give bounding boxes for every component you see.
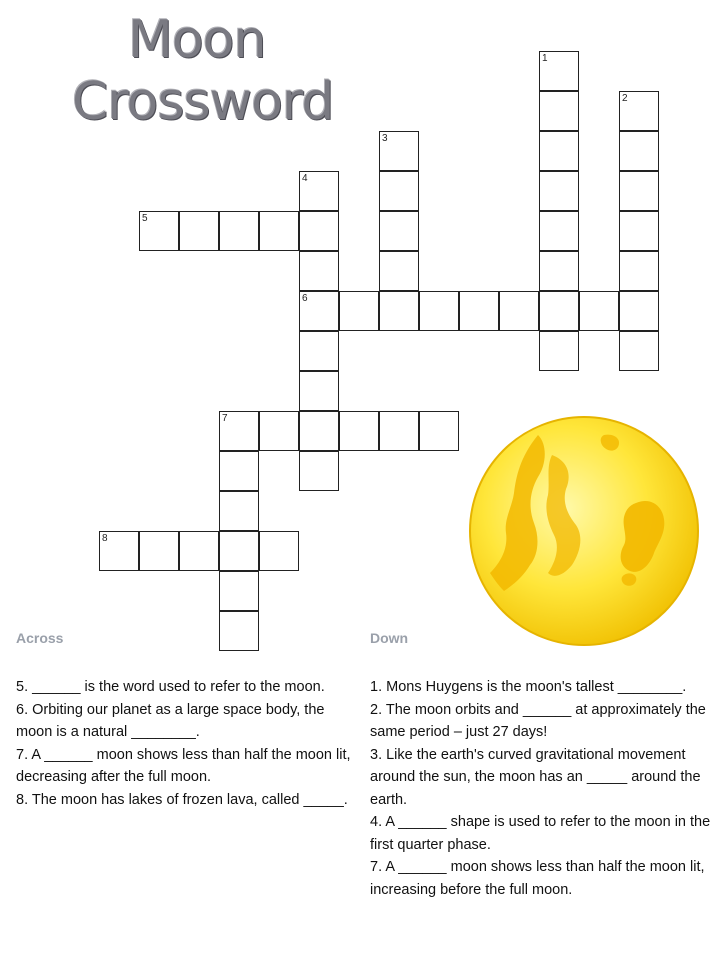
crossword-cell[interactable] <box>339 411 379 451</box>
clue-number: 7 <box>222 413 228 424</box>
crossword-cell[interactable] <box>499 291 539 331</box>
crossword-cell[interactable] <box>379 291 419 331</box>
clue-number: 5 <box>142 213 148 224</box>
across-clue-8: 8. The moon has lakes of frozen lava, called _____. <box>16 791 348 808</box>
crossword-cell[interactable] <box>619 211 659 251</box>
crossword-cell[interactable] <box>259 531 299 571</box>
clue-number: 8 <box>102 533 108 544</box>
crossword-cell[interactable] <box>379 211 419 251</box>
crossword-cell[interactable] <box>299 291 339 331</box>
crossword-cell[interactable] <box>219 571 259 611</box>
crossword-cell[interactable] <box>379 131 419 171</box>
crossword-cell[interactable] <box>219 211 259 251</box>
crossword-cell[interactable] <box>619 131 659 171</box>
down-clue-3: 3. Like the earth's curved gravitational movement around the sun, the moon has an _____ around the earth. <box>370 746 701 808</box>
across-heading: Across <box>16 630 64 646</box>
crossword-cell[interactable] <box>539 91 579 131</box>
crossword-cell[interactable] <box>459 291 499 331</box>
clue-number: 4 <box>302 173 308 184</box>
crossword-cell[interactable] <box>539 171 579 211</box>
clue-number: 3 <box>382 133 388 144</box>
down-clue-2: 2. The moon orbits and ______ at approximately the same period – just 27 days! <box>370 701 706 740</box>
down-clue-7: 7. A ______ moon shows less than half the moon lit, increasing before the full moon. <box>370 859 705 898</box>
crossword-cell[interactable] <box>299 411 339 451</box>
crossword-cell[interactable] <box>259 411 299 451</box>
crossword-cell[interactable] <box>299 451 339 491</box>
crossword-cell[interactable] <box>299 371 339 411</box>
crossword-cell[interactable] <box>219 451 259 491</box>
crossword-cell[interactable] <box>259 211 299 251</box>
crossword-cell[interactable] <box>299 211 339 251</box>
clue-number: 1 <box>542 53 548 64</box>
crossword-cell[interactable] <box>619 291 659 331</box>
crossword-cell[interactable] <box>619 171 659 211</box>
crossword-cell[interactable] <box>219 491 259 531</box>
moon-illustration <box>468 415 700 647</box>
crossword-cell[interactable] <box>219 531 259 571</box>
crossword-cell[interactable] <box>99 531 139 571</box>
crossword-cell[interactable] <box>339 291 379 331</box>
crossword-cell[interactable] <box>419 291 459 331</box>
crossword-cell[interactable] <box>299 331 339 371</box>
title-line-1: Moon <box>128 10 266 70</box>
crossword-cell[interactable] <box>179 211 219 251</box>
crossword-cell[interactable] <box>379 411 419 451</box>
across-clue-6: 6. Orbiting our planet as a large space body, the moon is a natural ________. <box>16 701 325 740</box>
moon-disc <box>470 417 698 645</box>
crossword-cell[interactable] <box>539 51 579 91</box>
crossword-cell[interactable] <box>539 291 579 331</box>
across-clues <box>16 676 356 811</box>
across-clue-5: 5. ______ is the word used to refer to the moon. <box>16 679 325 695</box>
crossword-cell[interactable] <box>379 171 419 211</box>
crossword-cell[interactable] <box>539 251 579 291</box>
crossword-cell[interactable] <box>139 211 179 251</box>
clue-number: 2 <box>622 93 628 104</box>
clue-number: 6 <box>302 293 308 304</box>
crossword-cell[interactable] <box>539 131 579 171</box>
title-line-2: Crossword <box>72 72 334 132</box>
crossword-cell[interactable] <box>179 531 219 571</box>
crossword-cell[interactable] <box>619 251 659 291</box>
crossword-cell[interactable] <box>619 331 659 371</box>
crossword-cell[interactable] <box>139 531 179 571</box>
crossword-cell[interactable] <box>219 411 259 451</box>
down-clues <box>370 676 712 901</box>
down-clue-1: 1. Mons Huygens is the moon's tallest ________. <box>370 679 687 695</box>
down-clue-4: 4. A ______ shape is used to refer to the moon in the first quarter phase. <box>370 814 711 853</box>
down-heading: Down <box>370 630 409 646</box>
crossword-cell[interactable] <box>219 611 259 651</box>
crossword-cell[interactable] <box>379 251 419 291</box>
crossword-cell[interactable] <box>619 91 659 131</box>
across-clue-7: 7. A ______ moon shows less than half the moon lit, decreasing after the full moon. <box>16 746 351 785</box>
crossword-cell[interactable] <box>419 411 459 451</box>
crossword-cell[interactable] <box>579 291 619 331</box>
crossword-cell[interactable] <box>539 211 579 251</box>
crossword-cell[interactable] <box>539 331 579 371</box>
crossword-cell[interactable] <box>299 171 339 211</box>
crossword-cell[interactable] <box>299 251 339 291</box>
